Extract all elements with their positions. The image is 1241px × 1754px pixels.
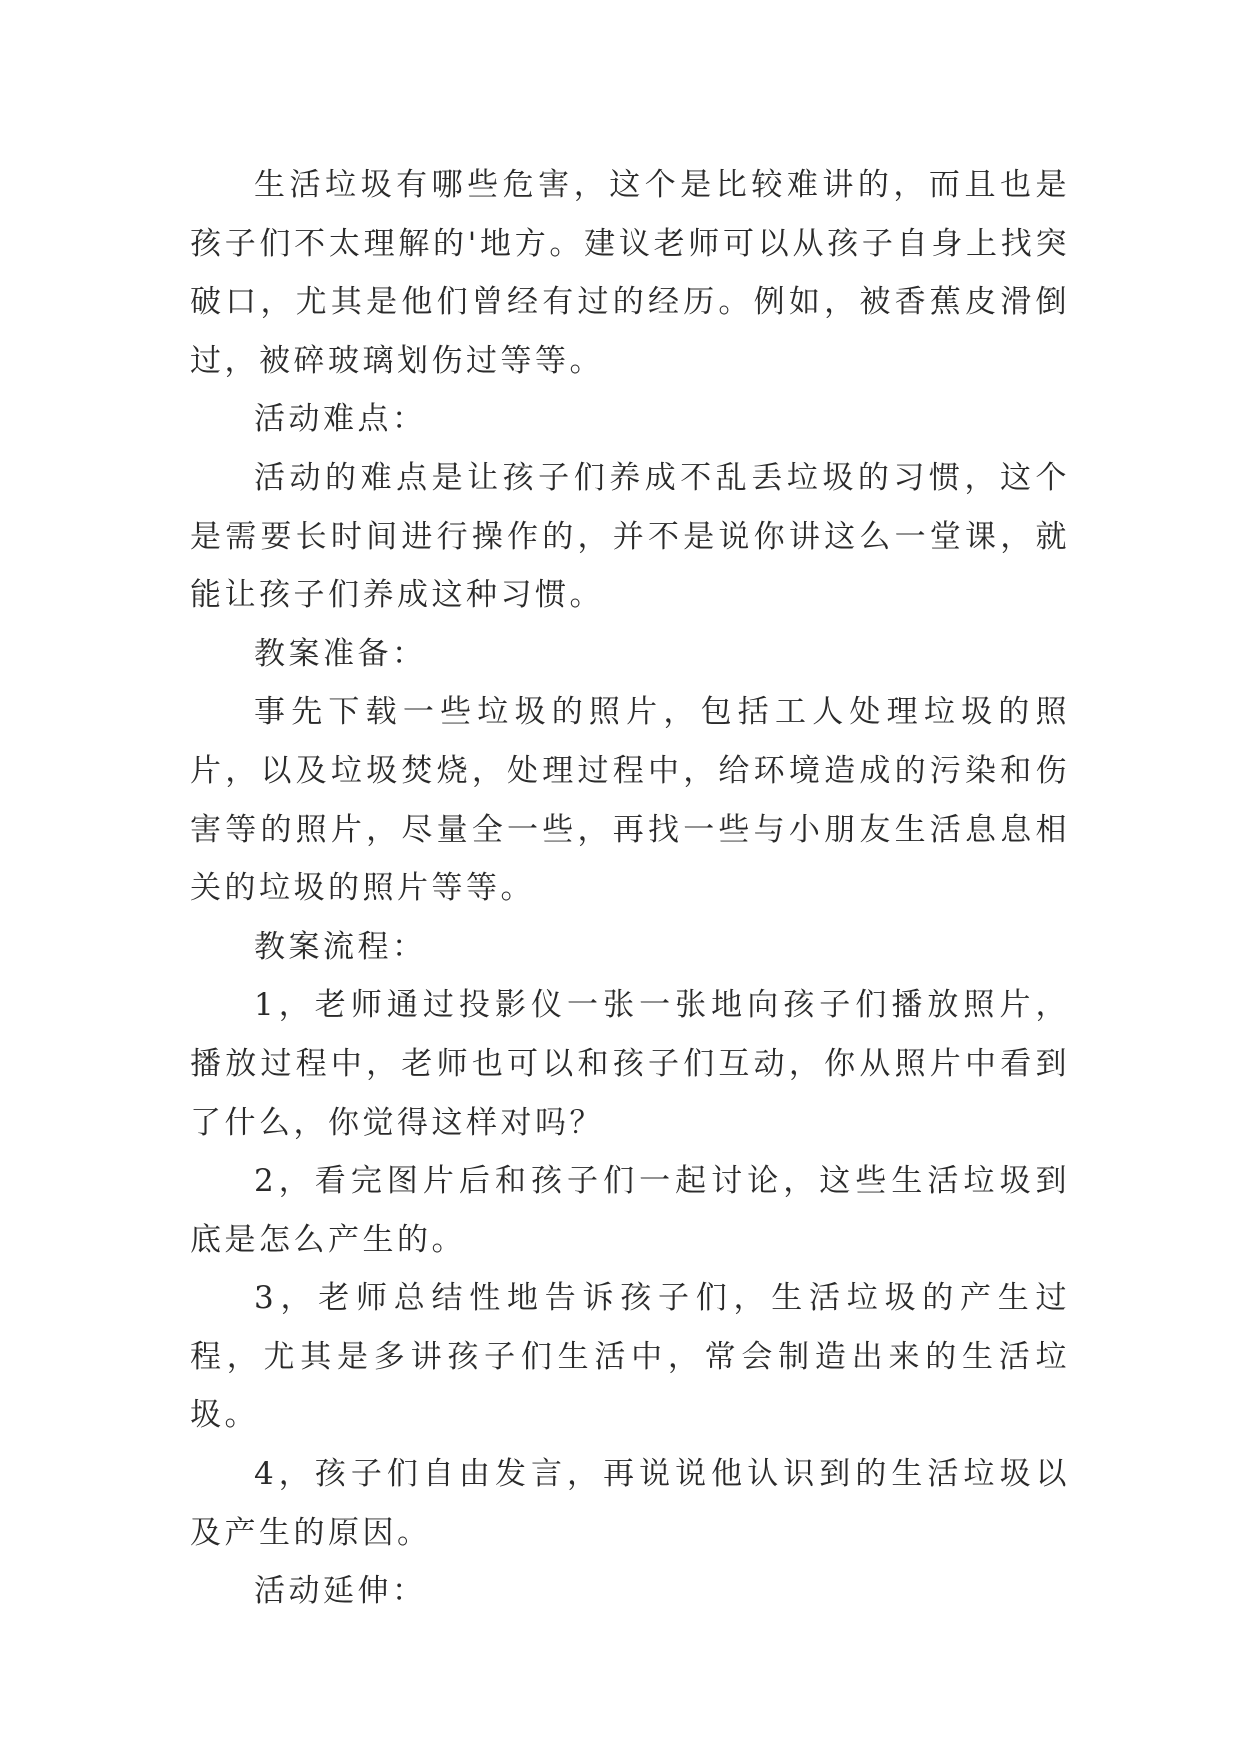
paragraph-step-3: 3，老师总结性地告诉孩子们，生活垃圾的产生过程，尤其是多讲孩子们生活中，常会制造出来的生活垃圾。 — [190, 1280, 1070, 1434]
paragraph-step-4: 4，孩子们自由发言，再说说他认识到的生活垃圾以及产生的原因。 — [190, 1456, 1070, 1551]
heading-activity-difficulty: 活动难点： — [254, 401, 427, 438]
paragraph-step-2: 2，看完图片后和孩子们一起讨论，这些生活垃圾到底是怎么产生的。 — [190, 1163, 1070, 1258]
heading-lesson-preparation: 教案准备： — [254, 635, 427, 672]
paragraph-difficulty: 活动的难点是让孩子们养成不乱丢垃圾的习惯，这个是需要长时间进行操作的，并不是说你讲这么一堂课，就能让孩子们养成这种习惯。 — [190, 459, 1070, 614]
heading-activity-extension: 活动延伸： — [254, 1573, 427, 1610]
paragraph-step-1: 1，老师通过投影仪一张一张地向孩子们播放照片，播放过程中，老师也可以和孩子们互动，你从照片中看到了什么，你觉得这样对吗？ — [190, 987, 1070, 1141]
paragraph-hazards: 生活垃圾有哪些危害，这个是比较难讲的，而且也是孩子们不太理解的'地方。建议老师可以从孩子自身上找突破口，尤其是他们曾经有过的经历。例如，被香蕉皮滑倒过，被碎玻璃划伤过等等。 — [190, 167, 1070, 379]
document-body — [190, 156, 1070, 1621]
paragraph-preparation: 事先下载一些垃圾的照片，包括工人处理垃圾的照片，以及垃圾焚烧，处理过程中，给环境造成的污染和伤害等的照片，尽量全一些，再找一些与小朋友生活息息相关的垃圾的照片等等。 — [190, 694, 1070, 907]
heading-lesson-process: 教案流程： — [254, 928, 427, 965]
